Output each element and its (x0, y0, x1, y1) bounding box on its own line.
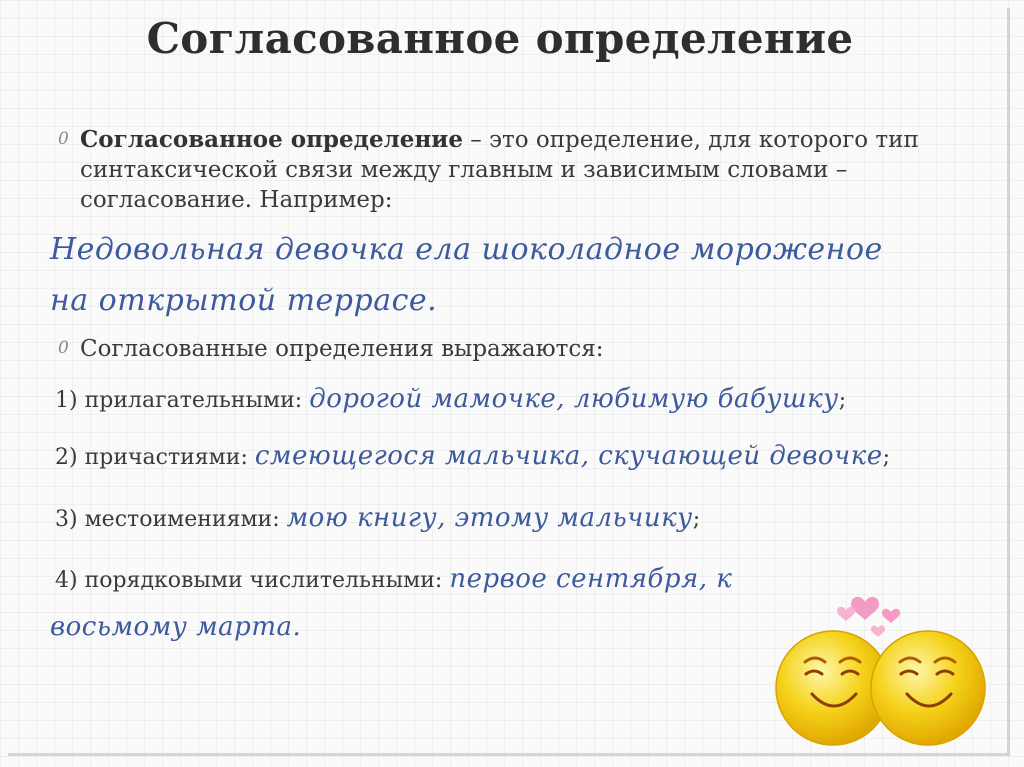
expressed-bullet (58, 334, 920, 364)
heart-icon (851, 597, 879, 620)
list-item-example: первое сентября, к (449, 564, 733, 594)
list-item-ordinals (55, 564, 732, 596)
definition-body: – это определение, для которого тип синтаксической связи между главным и зависимым словами – согласование. Например: (80, 127, 919, 213)
list-item-example: дорогой мамочке, любимую бабушку (309, 384, 839, 414)
heart-icon (882, 609, 900, 623)
list-item-end: ; (838, 388, 847, 413)
list-item-label: 2) причастиями: (55, 445, 255, 470)
smiley-icon (871, 631, 985, 745)
heart-icon (837, 607, 855, 621)
list-item-label: 4) порядковыми числительными: (55, 568, 450, 593)
definition-term: Согласованное определение (80, 126, 463, 153)
definition-text (80, 125, 920, 215)
bullet-marker: 0 (58, 338, 69, 358)
list-item-example: восьмому марта. (50, 612, 302, 642)
list-item-participles (55, 441, 890, 473)
bullet-marker: 0 (58, 129, 69, 149)
list-item-end: ; (692, 507, 701, 532)
heart-icon (871, 625, 885, 637)
list-item-ordinals-continuation (50, 612, 301, 644)
list-item-label: 3) местоимениями: (55, 507, 287, 532)
smiley-faces-illustration (770, 590, 1000, 755)
example-sentence-line-2: на открытой террасе. (50, 283, 438, 318)
list-item-label: 1) прилагательными: (55, 388, 310, 413)
expressed-intro: Согласованные определения выражаются: (80, 336, 604, 362)
list-item-example: мою книгу, этому мальчику (286, 503, 693, 533)
list-item-pronouns (55, 503, 700, 535)
example-sentence-line-1: Недовольная девочка ела шоколадное мороженое (50, 232, 883, 267)
list-item-example: смеющегося мальчика, скучающей девочке (254, 441, 883, 471)
list-item-adjectives (55, 384, 846, 416)
definition-bullet (58, 125, 920, 215)
slide-title: Согласованное определение (146, 14, 854, 63)
list-item-end: ; (882, 445, 891, 470)
